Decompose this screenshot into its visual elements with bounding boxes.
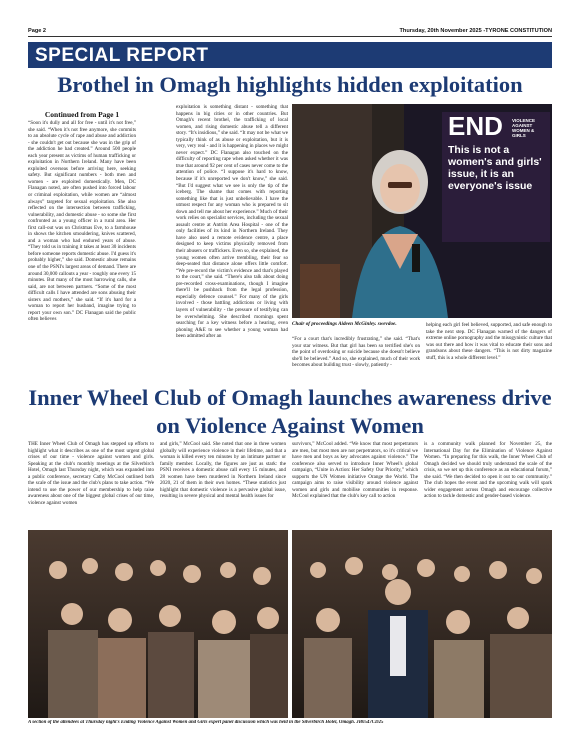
story1-col4-text: helping each girl feel believed, supported, and safe enough to take the next step. DC Flanagan warned of the dangers of extreme online pornography and the misogynistic culture that was out there and how it was vital to educate their sons and grandsons about these dangers. “This is not dirty magazine stuff, this is a whole different level.” <box>426 322 552 361</box>
audience-photo-graphic <box>28 530 552 718</box>
headline-inner-wheel: Inner Wheel Club of Omagh launches awareness drive on Violence Against Women <box>28 385 552 438</box>
story2-column-1 <box>28 441 154 527</box>
poster-slogan: This is not a women's and girls' issue, it is an everyone's issue <box>448 144 542 192</box>
continued-label: Continued from Page 1 <box>44 110 120 119</box>
story2-column-3 <box>292 441 418 527</box>
attendees-photo <box>28 530 552 718</box>
story2-col4-text: is a community walk planned for November 25, the International Day for the Elimination of Violence Against Women. “In preparing for this walk, the Inner Wheel Club of Omagh decided we should truly understand the scale of the crisis, so we set up this conference as an educational forum,” she said. “We then decided to open it out to our community.” The club hopes the event and the upcoming walk will spark wider engagement across Omagh and encourage collective action to tackle domestic and gender-based violence. <box>424 441 552 500</box>
story1-col3-text: “For a court that's incredibly frustrating,” she said. “That's your star witness. But that girl has been so terrified she's on the point of overdosing or suicide because she doesn't believe she'll be believed.” And so, she explained, much of their work becomes about building trust - slowly, patiently - <box>292 336 420 369</box>
photo1-caption: Chair of proceedings Aideen McGinley. swevdoe. <box>292 321 397 327</box>
poster-end: END <box>448 111 503 141</box>
page-number: Page 2 <box>28 27 47 34</box>
story1-column-4 <box>426 322 552 382</box>
story1-column-3 <box>292 336 420 382</box>
story1-col2-text: exploitation is something distant - something that happens in big cities or in other countries. But Omagh's recent brothel, the trafficking of local women, and rising domestic abuse tell a different story. “It's insidious,” she said. “It may not be what we typically think of as abuse or exploitation, but it is very, very real - and it is happening in places we might never expect.” DC Flanagan also touched on the difficulty of reporting rape when asked whether it was true that around 92 per cent of cases never come to the attention of police. “I suppose it's hard to know, because if it's unreported we don't know,” she said. “But I'd suggest what we see is only the tip of the iceberg. The shame that comes with reporting something like that is just unbelievable. I have the utmost respect for any woman who is prepared to sit down and tell me about her experience.” Much of their work relies on specialist services, including the sexual assault centre at Antrim Area Hospital - one of the only facilities of its kind in Northern Ireland. They have also used a remote evidence centre, a place designed to keep victims physically removed from their abusers or traffickers. Even so, she explained, the young women often arrive trembling, their fear so deep-seated that distance alone offers little comfort. “We pre-record the victim's evidence and that's played to the court,” she said. “There's also talk about doing pre-recorded cross-examinations, though I imagine there'll be pushback from the legal profession, especially defence counsel.” For many of the girls involved - those battling addictions or living with layers of vulnerability - the pressure of testifying can be overwhelming. She described mornings spent searching for a key witness before a hearing, even phoning A&E to see whether a young woman had been admitted after an <box>176 104 288 340</box>
story1-col1-text: “Soon it's dully and all for free - until it's not free,” she said. “When it's not free anymore, she commits to an absolute cycle of rape and abuse and addiction - she couldn't get out because she was in the grip of the addiction he had created.” Around 500 people each year present as victims of human trafficking or exploitation in Northern Ireland. Many have been exploited overseas before arriving here, seeking safety. But significant numbers - both men and women - are exploited domestically. Men, DC Flanagan noted, are often pushed into forced labour or criminal exploitation, while women are “almost always” targeted for sexual exploitation. She also reflected on the intersection between trafficking, vulnerability, and domestic abuse - so some she first confronted as a young officer in a rural area. Her first call-out was on Christmas Eve, to a farmhouse in shows the kitchen smouldering, knives scattered, and a woman who had endured years of abuse. “They told us in training it takes at least 30 incidents before someone reports domestic abuse. I'd guess it's probably higher,” she said. Domestic abuse remains one of the PSNI's largest areas of demand. There are around 30,000 callouts a year - roughly one every 15 minutes. But many of the most harrowing calls, she said, are not between partners. “Some of the most difficult calls I have attended are sons abusing their sisters and mothers,” she said. “If it's hard for a woman to report her husband, imagine trying to report your own son.” DC Flanagan said the public often believes <box>28 120 136 323</box>
aideen-mcginley-photo <box>292 104 552 318</box>
publication-date: Thursday, 20th November 2025 -TYRONE CONSTITUTION <box>399 27 552 34</box>
story2-col3-text: survivors,” McCool added. “We know that most perpetrators are men, but most men are not perpetrators, so it's critical we have men and boys as key advocates against violence.” The conference also served to introduce Inner Wheel's global campaign, “Unite in Action: Her Safety Our Priority,” which supports the UN Women initiative Orange the World. The campaign aims to raise visibility around violence against women and girls and mobilise communities in response. McCool explained that the club's key call to action <box>292 441 418 500</box>
page-header <box>28 25 552 36</box>
story2-col1-text: THE Inner Wheel Club of Omagh has stepped up efforts to highlight what it describes as one of the most urgent global crises of our time - violence against women and girls. Speaking at the club's monthly meetings at the Silverbirch Hotel, Omagh last Thursday night, which was expanded into a public conference, secretary Cathy McCool outlined both the scale of the issue and the club's plans to take action. “We intend to use the power of our membership to help raise awareness about one of the biggest global crises of our time, violence against women <box>28 441 154 506</box>
header-rule <box>28 36 552 37</box>
photo2-caption: A section of the attendees at Thursday night's Ending Violence Against Women and Girls expert panel discussion which was held in the Silverbirch Hotel, Omagh. JB0547CD25 <box>28 720 384 725</box>
story1-column-1 <box>28 110 136 382</box>
story2-column-2 <box>160 441 286 527</box>
story2-col2-text: and girls,” McCool said. She noted that one in three women globally will experience violence in their lifetime, and that a woman is killed every ten minutes by an intimate partner or family member. Locally, the figures are just as stark: the PSNI receives a domestic abuse call every 15 minutes, and 28 women have been murdered in Northern Ireland since 2020, 21 of them in their own homes. “These statistics just highlight that domestic violence is a pervasive global issue, resulting in severe physical and mental health issues for <box>160 441 286 500</box>
section-banner: SPECIAL REPORT <box>28 42 552 68</box>
story2-column-4 <box>424 441 552 527</box>
story1-column-2 <box>176 104 288 382</box>
headline-brothel: Brothel in Omagh highlights hidden exploitation <box>57 72 523 97</box>
poster-vawg: VIOLENCE AGAINST WOMEN & GIRLS <box>512 118 536 138</box>
end-vawg-poster <box>444 112 548 240</box>
